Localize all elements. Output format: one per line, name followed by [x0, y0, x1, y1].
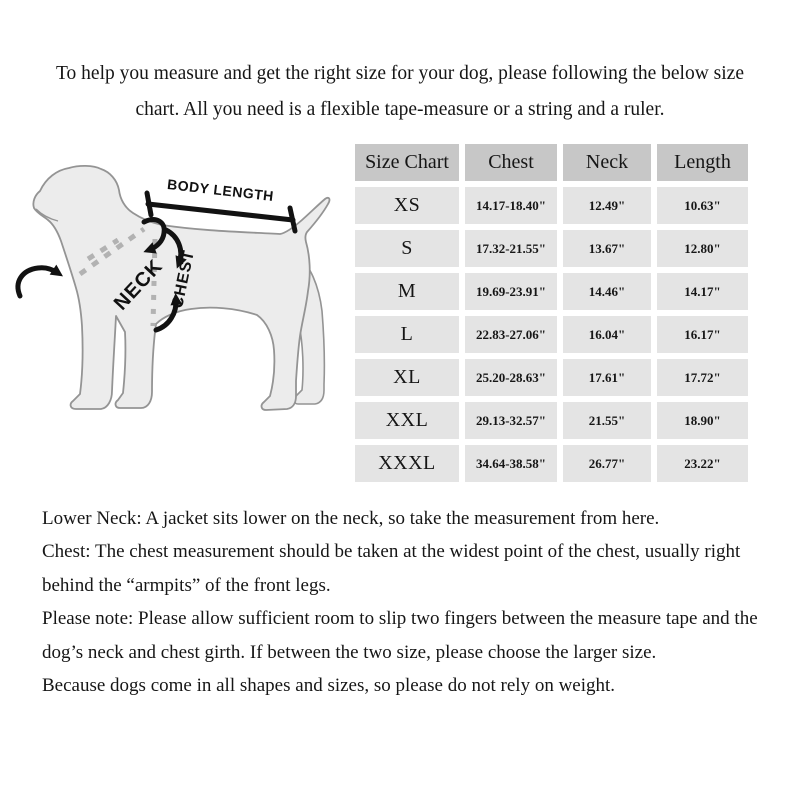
note-please-note: Please note: Please allow sufficient room to slip two fingers between the measure tape and the dog’s neck and chest girth. If between the two size, please choose the larger size. — [42, 608, 758, 663]
note-chest: Chest: The chest measurement should be taken at the widest point of the chest, usually right behind the “armpits” of the front legs. — [42, 541, 741, 596]
neck-cell-xl: 17.61" — [563, 359, 651, 396]
measurement-notes — [42, 502, 782, 702]
column-header-length: Length — [657, 144, 748, 181]
chest-cell-xxxl: 34.64-38.58" — [465, 445, 557, 482]
chest-cell-l: 22.83-27.06" — [465, 316, 557, 353]
length-cell-xs: 10.63" — [657, 187, 748, 224]
size-cell-xl: XL — [355, 359, 459, 396]
chest-cell-xxl: 29.13-32.57" — [465, 402, 557, 439]
dog-measurement-diagram — [6, 146, 354, 494]
chest-label: CHEST — [169, 248, 199, 310]
length-cell-s: 12.80" — [657, 230, 748, 267]
column-header-neck: Neck — [563, 144, 651, 181]
chest-cell-xl: 25.20-28.63" — [465, 359, 557, 396]
size-cell-xxl: XXL — [355, 402, 459, 439]
body-length-label: BODY LENGTH — [166, 176, 275, 205]
intro-text: To help you measure and get the right size for your dog, please following the below size chart. All you need is a flexible tape-measure or a string and a ruler. — [56, 63, 744, 120]
length-cell-xxl: 18.90" — [657, 402, 748, 439]
size-chart-table — [355, 144, 748, 482]
length-cell-l: 16.17" — [657, 316, 748, 353]
neck-label: NECK — [109, 255, 168, 315]
neck-cell-s: 13.67" — [563, 230, 651, 267]
length-cell-m: 14.17" — [657, 273, 748, 310]
note-weight: Because dogs come in all shapes and sizes, so please do not rely on weight. — [42, 675, 616, 697]
length-cell-xl: 17.72" — [657, 359, 748, 396]
neck-cell-xxl: 21.55" — [563, 402, 651, 439]
size-cell-s: S — [355, 230, 459, 267]
size-cell-m: M — [355, 273, 459, 310]
size-cell-xxxl: XXXL — [355, 445, 459, 482]
note-lower-neck: Lower Neck: A jacket sits lower on the neck, so take the measurement from here. — [42, 508, 660, 529]
neck-cell-l: 16.04" — [563, 316, 651, 353]
neck-cell-m: 14.46" — [563, 273, 651, 310]
column-header-chest: Chest — [465, 144, 557, 181]
neck-cell-xxxl: 26.77" — [563, 445, 651, 482]
chest-cell-m: 19.69-23.91" — [465, 273, 557, 310]
dog-diagram-svg — [6, 146, 354, 494]
size-cell-xs: XS — [355, 187, 459, 224]
size-cell-l: L — [355, 316, 459, 353]
chest-cell-xs: 14.17-18.40" — [465, 187, 557, 224]
chest-cell-s: 17.32-21.55" — [465, 230, 557, 267]
column-header-size-chart: Size Chart — [355, 144, 459, 181]
neck-cell-xs: 12.49" — [563, 187, 651, 224]
length-cell-xxxl: 23.22" — [657, 445, 748, 482]
